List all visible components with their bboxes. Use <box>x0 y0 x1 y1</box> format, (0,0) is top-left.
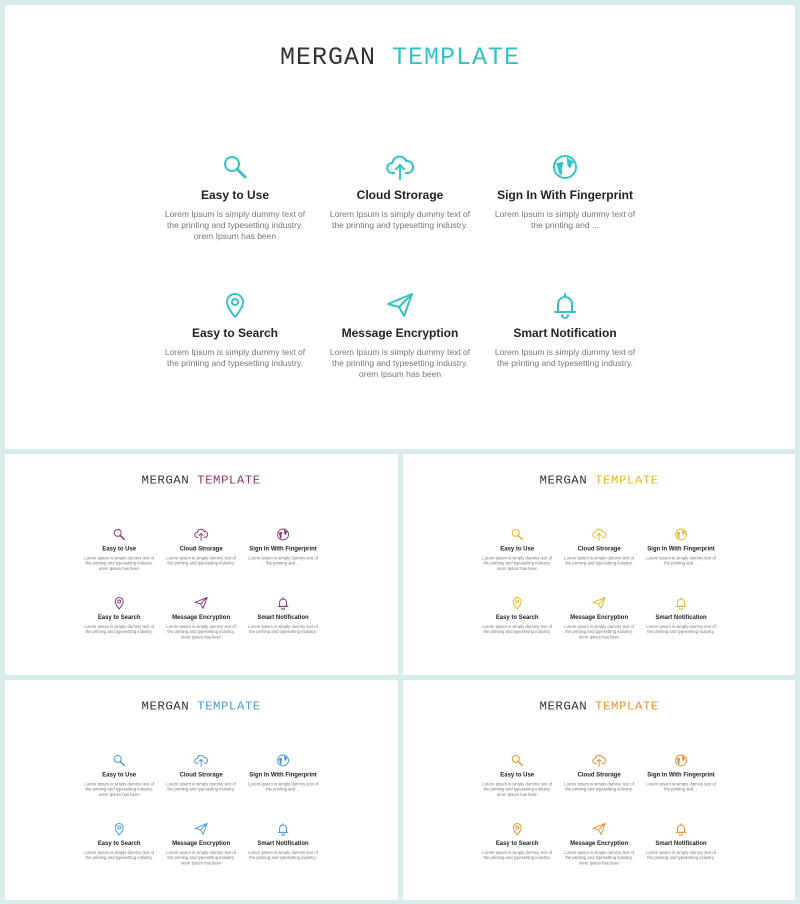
feature-description: Lorem Ipsum is simply dummy text of the printing and typesetting industry. orem Ipsum has been <box>166 623 236 640</box>
feature-title: Cloud Strorage <box>577 544 621 552</box>
feature-item <box>480 822 554 861</box>
feature-description: Lorem Ipsum is simply dummy text of the printing and typesetting industry. orem Ipsum has been <box>482 555 553 572</box>
globe-icon <box>550 152 580 182</box>
globe-icon <box>276 753 291 768</box>
feature-item <box>164 753 238 792</box>
feature-description: Lorem Ipsum is simply dummy text of the printing and typesetting industry. <box>84 849 155 861</box>
feature-description: Lorem Ipsum is simply dummy text of the printing and typesetting industry. orem Ipsum has been <box>482 781 553 798</box>
feature-title: Easy to Search <box>97 613 141 621</box>
feature-description: Lorem Ipsum is simply dummy text of the printing and ... <box>248 781 318 792</box>
search-icon <box>112 527 127 542</box>
cloud-upload-icon <box>592 527 607 542</box>
paper-plane-icon <box>592 596 607 611</box>
cloud-upload-icon <box>194 753 209 768</box>
slide-title <box>5 43 795 72</box>
feature-title: Smart Notification <box>513 326 617 340</box>
cloud-upload-icon <box>194 527 209 542</box>
slide-title-part1: MERGAN <box>539 698 588 714</box>
search-icon <box>510 527 525 542</box>
feature-item <box>82 527 156 572</box>
feature-description: Lorem Ipsum is simply dummy text of the printing and typesetting industry. orem Ipsum has been <box>564 623 634 640</box>
feature-item <box>562 822 636 867</box>
feature-item <box>164 596 238 641</box>
feature-item <box>164 527 238 566</box>
feature-item <box>562 596 636 641</box>
feature-description: Lorem Ipsum is simply dummy text of the printing and typesetting industry. orem Ipsum has been <box>166 849 236 866</box>
feature-title: Easy to Search <box>495 613 539 621</box>
feature-item <box>246 527 320 566</box>
bell-icon <box>276 822 291 837</box>
feature-description: Lorem Ipsum is simply dummy text of the printing and typesetting industry. <box>248 849 318 861</box>
slide-title-part1: MERGAN <box>141 698 190 714</box>
slide-title-part2: TEMPLATE <box>595 698 659 714</box>
feature-description: Lorem Ipsum is simply dummy text of the printing and typesetting industry. orem Ipsum has been <box>84 781 155 798</box>
slide-thumbnail-purple[interactable] <box>5 454 398 675</box>
feature-description: Lorem Ipsum is simply dummy text of the printing and typesetting industry. orem Ipsum has been <box>564 849 634 866</box>
search-icon <box>510 753 525 768</box>
slide-thumbnail-blue[interactable] <box>5 680 398 900</box>
bell-icon <box>550 290 580 320</box>
slide-thumbnail-yellow[interactable] <box>403 454 795 675</box>
feature-title: Message Encryption <box>172 839 231 847</box>
feature-item <box>480 527 554 572</box>
feature-item <box>325 152 475 231</box>
feature-description: Lorem Ipsum is simply dummy text of the printing and typesetting industry. <box>564 555 634 566</box>
feature-description: Lorem Ipsum is simply dummy text of the printing and ... <box>646 781 716 792</box>
slide-title-part1: MERGAN <box>141 472 190 488</box>
feature-title: Easy to Use <box>102 770 137 778</box>
feature-description: Lorem Ipsum is simply dummy text of the printing and typesetting industry. <box>248 623 318 635</box>
feature-description: Lorem Ipsum is simply dummy text of the printing and ... <box>494 209 636 230</box>
feature-title: Smart Notification <box>655 839 707 847</box>
bell-icon <box>674 822 689 837</box>
feature-title: Easy to Search <box>191 326 279 340</box>
cloud-upload-icon <box>385 152 415 182</box>
feature-item <box>562 753 636 792</box>
feature-item <box>480 753 554 798</box>
feature-description: Lorem Ipsum is simply dummy text of the printing and typesetting industry. <box>646 623 716 635</box>
bell-icon <box>674 596 689 611</box>
slide-title <box>5 699 397 713</box>
feature-item <box>160 290 310 369</box>
globe-icon <box>674 753 689 768</box>
feature-title: Easy to Use <box>102 544 137 552</box>
slide-content <box>403 680 795 900</box>
slide-title <box>403 473 795 487</box>
feature-title: Message Encryption <box>172 613 231 621</box>
globe-icon <box>674 527 689 542</box>
slide-title <box>403 699 795 713</box>
feature-description: Lorem Ipsum is simply dummy text of the printing and typesetting industry. <box>166 555 236 566</box>
search-icon <box>112 753 127 768</box>
feature-item <box>562 527 636 566</box>
feature-item <box>82 596 156 635</box>
location-pin-icon <box>510 822 525 837</box>
feature-item <box>644 822 718 861</box>
paper-plane-icon <box>592 822 607 837</box>
slide-title-part2: TEMPLATE <box>197 698 261 714</box>
feature-item <box>644 527 718 566</box>
feature-title: Smart Notification <box>655 613 707 621</box>
feature-item <box>82 822 156 861</box>
feature-description: Lorem Ipsum is simply dummy text of the printing and ... <box>646 555 716 566</box>
slide-title-part2: TEMPLATE <box>595 472 659 488</box>
feature-title: Message Encryption <box>341 326 459 340</box>
feature-description: Lorem Ipsum is simply dummy text of the printing and ... <box>248 555 318 566</box>
slide-content <box>5 454 397 674</box>
paper-plane-icon <box>194 596 209 611</box>
slide-thumbnail-orange[interactable] <box>403 680 795 900</box>
feature-title: Sign In With Fingerprint <box>647 544 715 552</box>
feature-description: Lorem Ipsum is simply dummy text of the printing and typesetting industry. <box>482 623 553 635</box>
feature-description: Lorem Ipsum is simply dummy text of the printing and typesetting industry. orem Ipsum has been <box>329 347 471 379</box>
feature-title: Sign In With Fingerprint <box>497 188 633 202</box>
feature-title: Easy to Search <box>97 839 141 847</box>
feature-title: Message Encryption <box>570 839 629 847</box>
paper-plane-icon <box>385 290 415 320</box>
slide-main[interactable] <box>5 5 795 449</box>
feature-title: Cloud Strorage <box>179 770 223 778</box>
feature-item <box>644 596 718 635</box>
feature-description: Lorem Ipsum is simply dummy text of the printing and typesetting industry. <box>646 849 716 861</box>
feature-title: Cloud Strorage <box>577 770 621 778</box>
feature-item <box>644 753 718 792</box>
feature-title: Sign In With Fingerprint <box>647 770 715 778</box>
feature-title: Sign In With Fingerprint <box>249 770 317 778</box>
feature-title: Easy to Use <box>500 544 535 552</box>
feature-title: Sign In With Fingerprint <box>249 544 317 552</box>
feature-item <box>82 753 156 798</box>
slide-title-part1: MERGAN <box>279 43 376 72</box>
feature-description: Lorem Ipsum is simply dummy text of the printing and typesetting industry. <box>482 849 553 861</box>
feature-item <box>160 152 310 242</box>
slide-content <box>5 680 397 900</box>
feature-description: Lorem Ipsum is simply dummy text of the printing and typesetting industry. <box>494 347 636 368</box>
feature-title: Easy to Use <box>500 770 535 778</box>
feature-item <box>480 596 554 635</box>
location-pin-icon <box>112 596 127 611</box>
feature-item <box>490 290 640 369</box>
feature-description: Lorem Ipsum is simply dummy text of the printing and typesetting industry. orem Ipsum has been <box>84 555 155 572</box>
feature-description: Lorem Ipsum is simply dummy text of the printing and typesetting industry. <box>164 347 306 368</box>
feature-item <box>164 822 238 867</box>
feature-item <box>490 152 640 231</box>
feature-item <box>246 596 320 635</box>
slide-title <box>5 473 397 487</box>
feature-description: Lorem Ipsum is simply dummy text of the printing and typesetting industry. <box>564 781 634 792</box>
search-icon <box>220 152 250 182</box>
feature-title: Easy to Search <box>495 839 539 847</box>
feature-title: Message Encryption <box>570 613 629 621</box>
slide-content <box>403 454 795 674</box>
feature-title: Smart Notification <box>257 839 309 847</box>
cloud-upload-icon <box>592 753 607 768</box>
location-pin-icon <box>112 822 127 837</box>
feature-item <box>325 290 475 380</box>
feature-title: Easy to Use <box>200 188 270 202</box>
slide-content <box>5 5 795 449</box>
feature-description: Lorem Ipsum is simply dummy text of the printing and typesetting industry. <box>84 623 155 635</box>
feature-title: Smart Notification <box>257 613 309 621</box>
location-pin-icon <box>510 596 525 611</box>
feature-description: Lorem Ipsum is simply dummy text of the printing and typesetting industry. orem Ipsum has been <box>164 209 306 241</box>
location-pin-icon <box>220 290 250 320</box>
slide-title-part1: MERGAN <box>539 472 588 488</box>
feature-item <box>246 822 320 861</box>
feature-title: Cloud Strorage <box>356 188 444 202</box>
slide-title-part2: TEMPLATE <box>392 43 521 72</box>
paper-plane-icon <box>194 822 209 837</box>
feature-item <box>246 753 320 792</box>
feature-description: Lorem Ipsum is simply dummy text of the printing and typesetting industry. <box>166 781 236 792</box>
feature-description: Lorem Ipsum is simply dummy text of the printing and typesetting industry. <box>329 209 471 230</box>
feature-title: Cloud Strorage <box>179 544 223 552</box>
bell-icon <box>276 596 291 611</box>
globe-icon <box>276 527 291 542</box>
slide-title-part2: TEMPLATE <box>197 472 261 488</box>
